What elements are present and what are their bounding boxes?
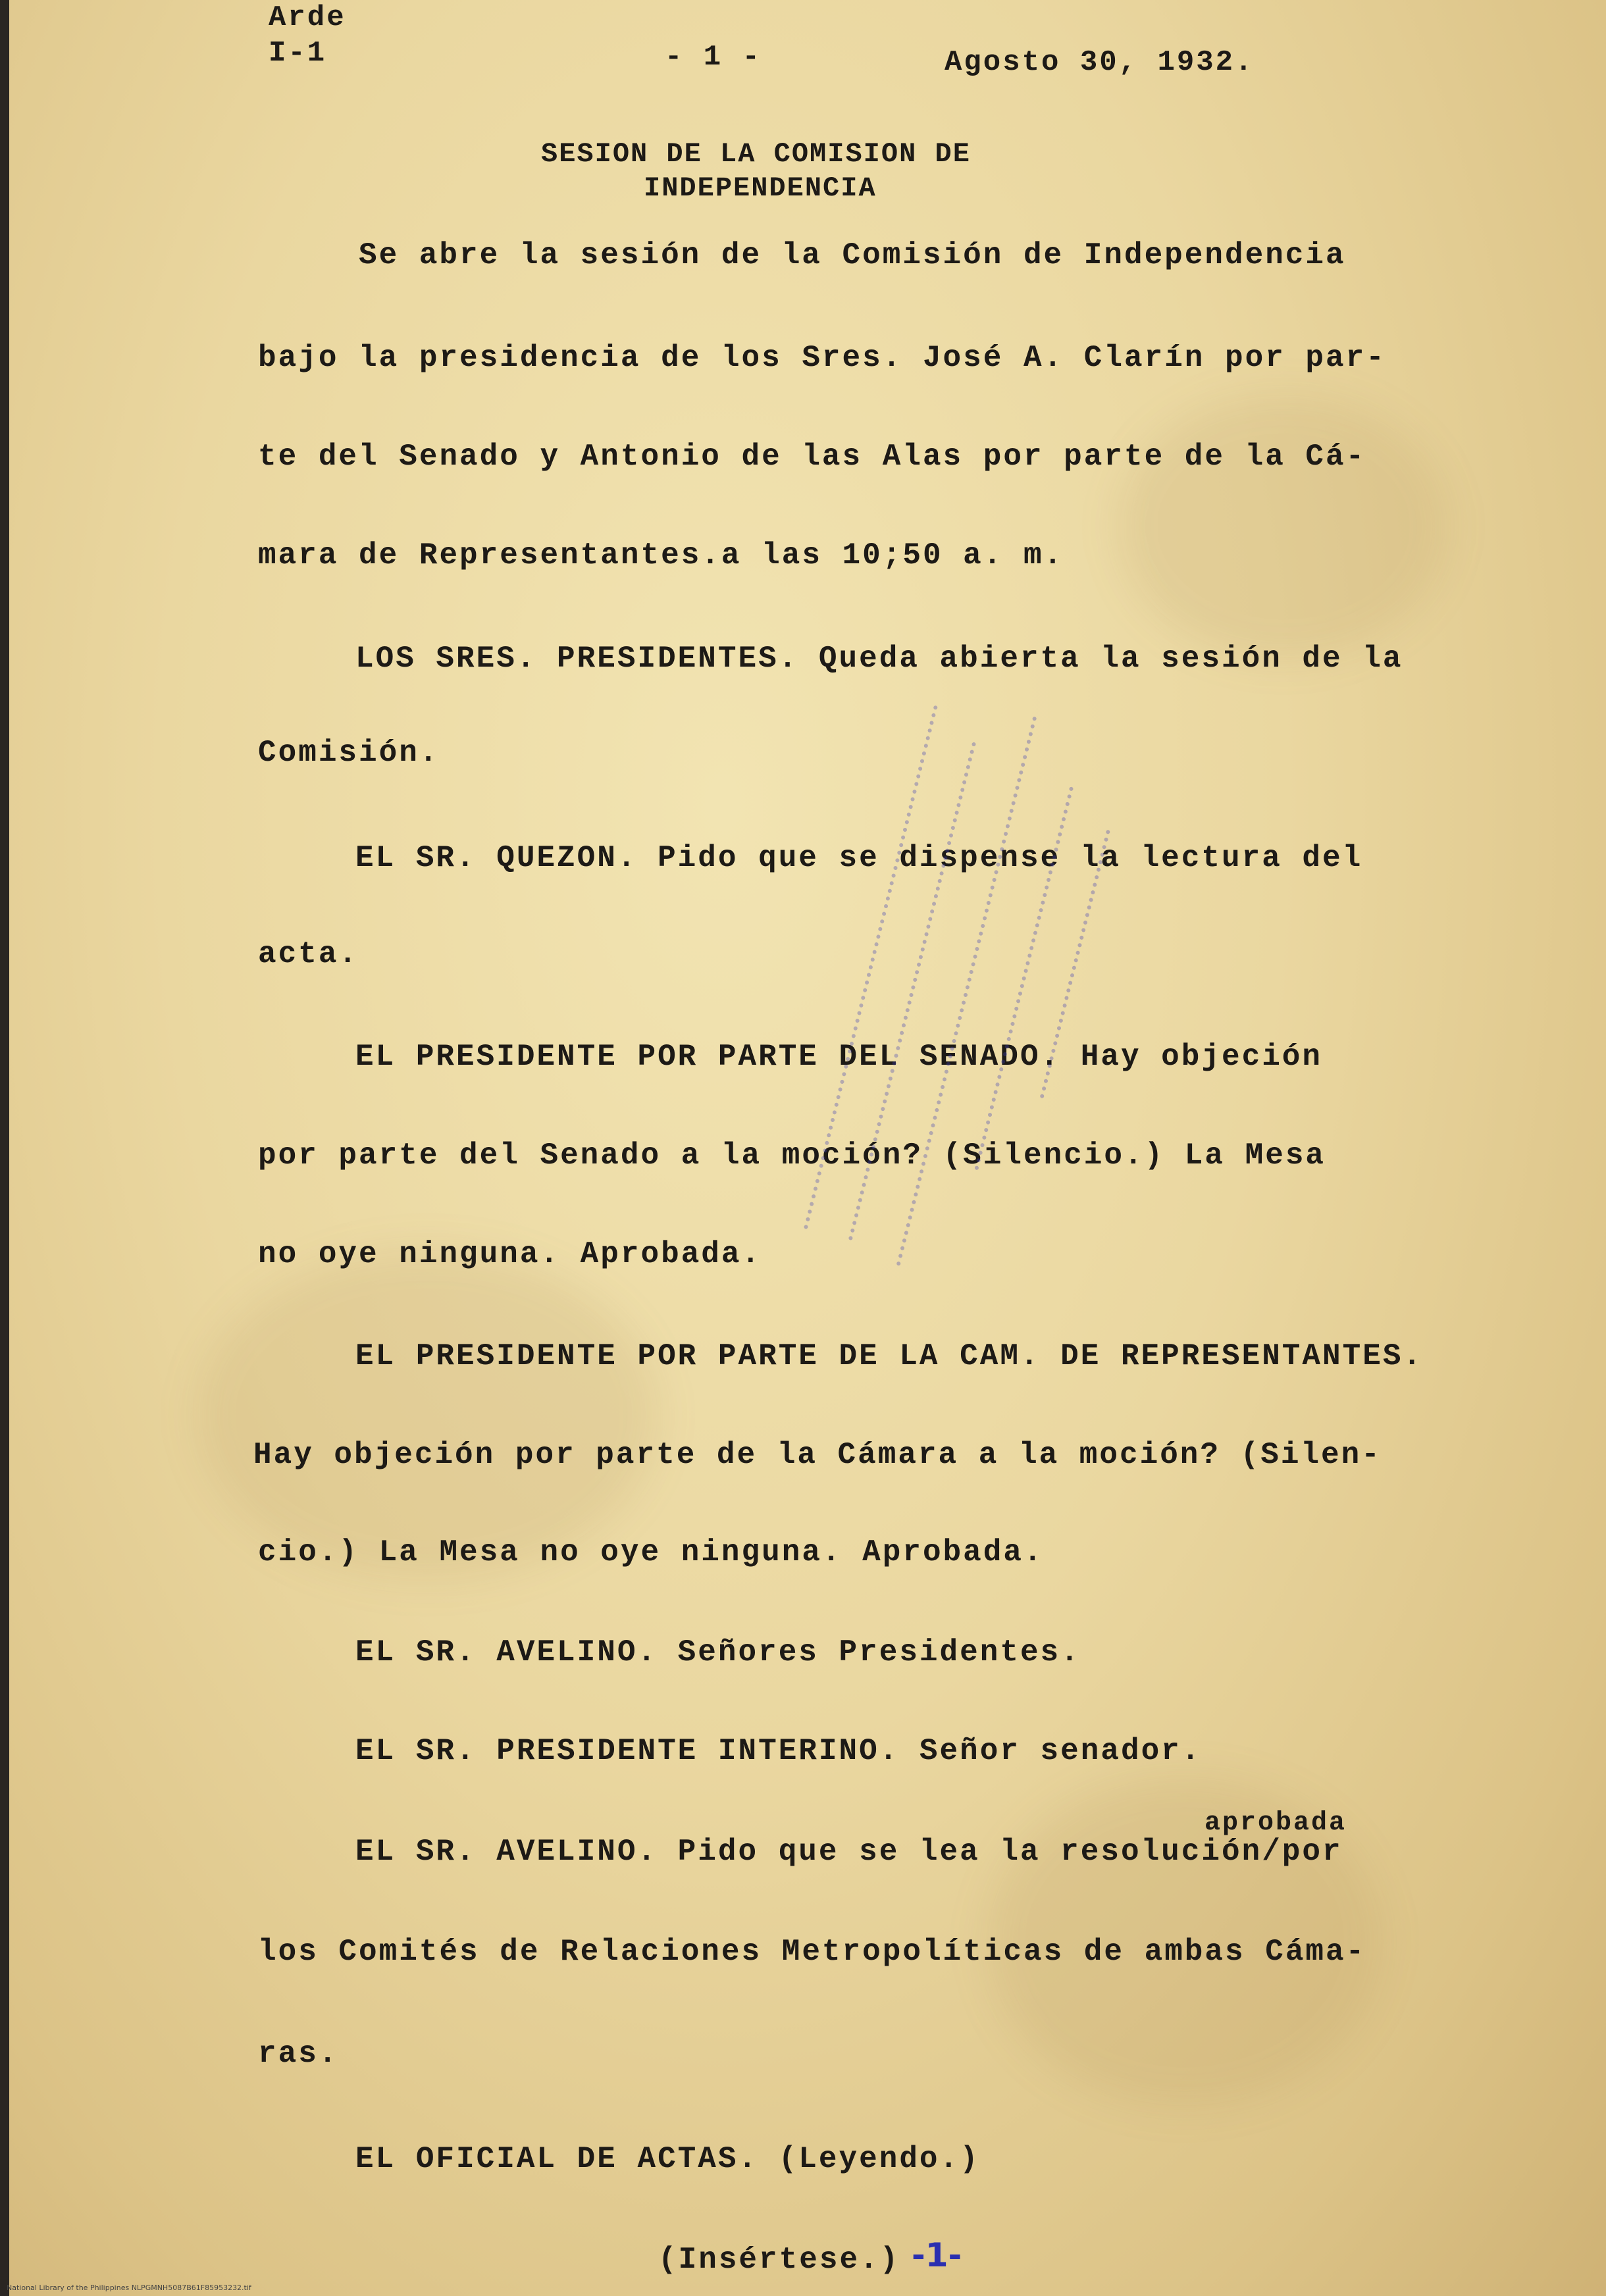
- body-line: acta.: [258, 937, 359, 971]
- doc-code-line2: I-1: [269, 37, 327, 70]
- body-line: ras.: [258, 2037, 339, 2071]
- body-line: Se abre la sesión de la Comisión de Independencia: [359, 238, 1346, 272]
- body-line: por parte del Senado a la moción? (Silencio.) La Mesa: [258, 1138, 1326, 1173]
- body-line: mara de Representantes.a las 10;50 a. m.: [258, 538, 1064, 573]
- body-line: (Insértese.): [658, 2243, 900, 2277]
- handwritten-insert: aprobada: [1204, 1808, 1347, 1838]
- body-line: EL SR. AVELINO. Pido que se lea la resolución/por: [355, 1835, 1343, 1869]
- body-line: los Comités de Relaciones Metropolíticas de ambas Cáma-: [258, 1935, 1366, 1969]
- body-line: EL SR. AVELINO. Señores Presidentes.: [355, 1635, 1081, 1670]
- paper-stain: [1119, 395, 1448, 658]
- body-line: EL SR. QUEZON. Pido que se dispense la lectura del: [355, 841, 1363, 875]
- scan-footer: National Library of the Philippines NLPGMNH5087B61F85953232.tif: [7, 2283, 251, 2292]
- body-line: LOS SRES. PRESIDENTES. Queda abierta la sesión de la: [355, 642, 1403, 676]
- body-line: te del Senado y Antonio de las Alas por parte de la Cá-: [258, 440, 1366, 474]
- scan-edge: [0, 0, 9, 2296]
- page-number: - 1 -: [665, 41, 762, 74]
- faded-stamp: [781, 689, 1167, 1324]
- body-line: Hay objeción por parte de la Cámara a la moción? (Silen-: [253, 1438, 1382, 1472]
- document-title-line2: INDEPENDENCIA: [644, 172, 877, 204]
- body-line: cio.) La Mesa no oye ninguna. Aprobada.: [258, 1535, 1044, 1569]
- body-line: no oye ninguna. Aprobada.: [258, 1237, 762, 1271]
- body-line: EL PRESIDENTE POR PARTE DE LA CAM. DE REPRESENTANTES.: [355, 1339, 1424, 1373]
- body-line: Comisión.: [258, 736, 440, 770]
- body-line: EL SR. PRESIDENTE INTERINO. Señor senador.: [355, 1734, 1202, 1768]
- document-title-line1: SESION DE LA COMISION DE: [541, 138, 971, 170]
- document-date: Agosto 30, 1932.: [945, 46, 1255, 79]
- body-line: EL PRESIDENTE POR PARTE DEL SENADO. Hay objeción: [355, 1040, 1323, 1074]
- body-line: bajo la presidencia de los Sres. José A. Clarín por par-: [258, 341, 1386, 375]
- paper-stain: [197, 1250, 658, 1579]
- handwritten-mark: -1-: [912, 2236, 962, 2274]
- body-line: EL OFICIAL DE ACTAS. (Leyendo.): [355, 2142, 980, 2176]
- doc-code-line1: Arde: [269, 1, 346, 34]
